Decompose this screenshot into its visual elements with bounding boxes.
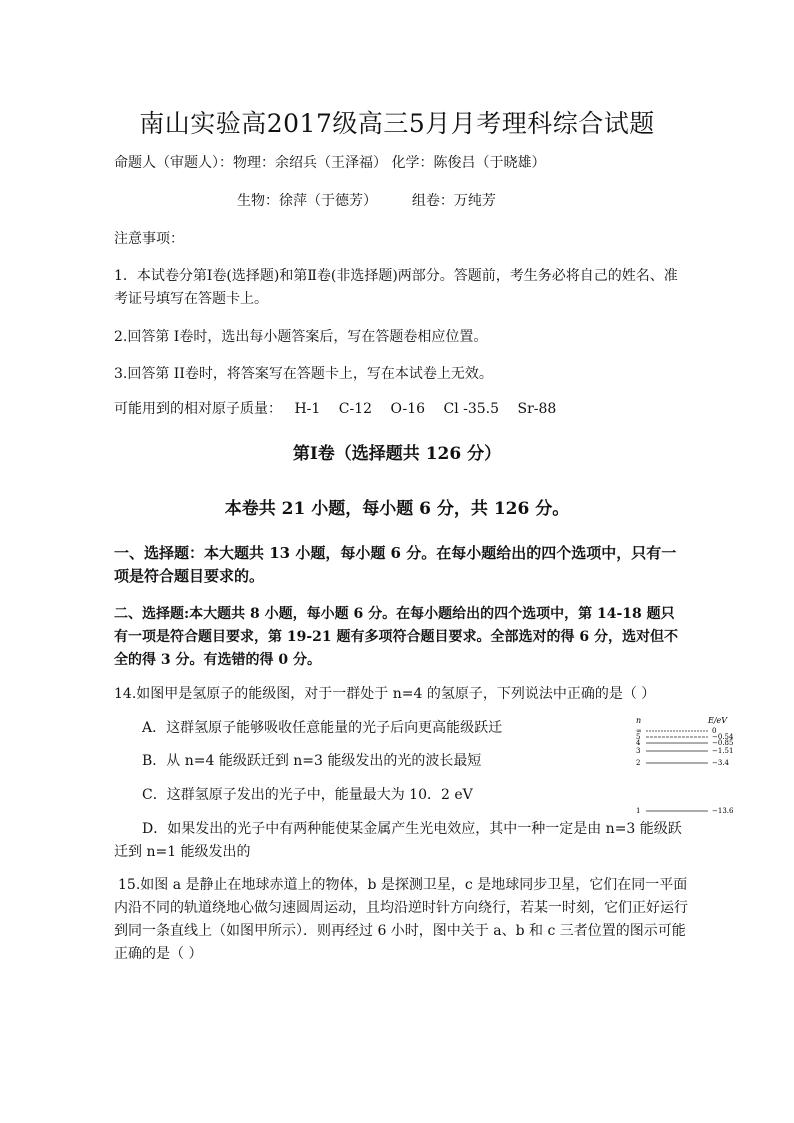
mass-cl: Cl -35.5 [443, 401, 500, 417]
exam-title: 南山实验高2017级高三5月月考理科综合试题 [139, 109, 655, 138]
q14-stem: 14.如图甲是氢原子的能级图，对于一群处于 n=4 的氢原子，下列说法中正确的是（ ） [114, 686, 656, 702]
notice-item-1: 1．本试卷分第Ⅰ卷(选择题)和第Ⅱ卷(非选择题)两部分。答题前，考生务必将自己的姓名、准考证号填写在答题卡上。 [114, 268, 678, 307]
diagram-e-label: E/eV [708, 716, 728, 725]
energy-level-diagram [632, 714, 742, 824]
q15-stem: 15.如图 a 是静止在地球赤道上的物体，b 是探测卫星，c 是地球同步卫星，它们在同一平面内沿不同的轨道绕地心做匀速圆周运动，且均沿逆时针方向绕行，若某一时刻，它们正好运行到同一条直线上（如图甲所示）．则再经过 6 小时，图中关于 a、b 和 c 三者位置的图示可能正确的是（ ） [114, 877, 688, 962]
section-subtitle: 本卷共 21 小题，每小题 6 分，共 126 分。 [224, 499, 570, 519]
part-one-instructions: 一、选择题：本大题共 13 小题，每小题 6 分。在每小题给出的四个选项中，只有一项是符合题目要求的。 [114, 544, 677, 585]
level-2-n: 2 [636, 759, 641, 767]
level-2-e: −3.4 [712, 759, 729, 767]
mass-sr: Sr-88 [517, 401, 557, 417]
level-5-e: −0.54 [712, 733, 734, 741]
diagram-n-label: n [636, 716, 642, 725]
mass-h: H-1 [294, 401, 321, 417]
level-inf-e: 0 [712, 727, 717, 735]
compiler: 组卷：万纯芳 [411, 193, 496, 209]
biology-authors: 生物：徐萍（于德芳） [237, 193, 377, 209]
notice-item-3: 3.回答第 II卷时，将答案写在答题卡上，写在本试卷上无效。 [114, 366, 493, 382]
notice-item-2: 2.回答第 I卷时，选出每小题答案后，写在答题卷相应位置。 [114, 329, 488, 345]
mass-c: C-12 [338, 401, 373, 417]
energy-level-svg [632, 714, 742, 824]
mass-o: O-16 [390, 401, 426, 417]
level-4-e: −0.85 [712, 739, 734, 747]
level-3-e: −1.51 [712, 747, 734, 755]
section-title: 第Ⅰ卷（选择题共 126 分） [292, 444, 502, 464]
level-inf-n: ∞ [636, 727, 642, 735]
atomic-masses [114, 399, 556, 419]
level-4-n: 4 [636, 739, 641, 747]
q14-option-c: C．这群氢原子发出的光子中，能量最大为 10．2 eV [142, 787, 473, 803]
q14-option-b: B．从 n=4 能级跃迁到 n=3 能级发出的光的波长最短 [142, 753, 482, 769]
level-1-e: −13.6 [712, 807, 734, 815]
authors-line-2 [237, 191, 496, 211]
q14-option-a: A．这群氢原子能够吸收任意能量的光子后向更高能级跃迁 [142, 720, 503, 736]
q14-option-d: D．如果发出的光子中有两种能使某金属产生光电效应，其中一种一定是由 n=3 能级跃迁到 n=1 能级发出的 [114, 821, 682, 860]
notice-heading: 注意事项： [114, 231, 184, 247]
level-1-n: 1 [636, 807, 641, 815]
authors-line-1: 命题人（审题人）：物理：余绍兵（王泽福） 化学：陈俊吕（于晓雄） [114, 155, 546, 171]
atomic-masses-label: 可能用到的相对原子质量： [114, 401, 282, 417]
level-5-n: 5 [636, 733, 641, 741]
level-3-n: 3 [636, 747, 641, 755]
part-two-instructions: 二、选择题:本大题共 8 小题，每小题 6 分。在每小题给出的四个选项中，第 14-18 题只有一项是符合题目要求，第 19-21 题有多项符合题目要求。全部选对的得 6 分，选对但不全的得 3 分。有选错的得 0 分。 [114, 606, 679, 668]
